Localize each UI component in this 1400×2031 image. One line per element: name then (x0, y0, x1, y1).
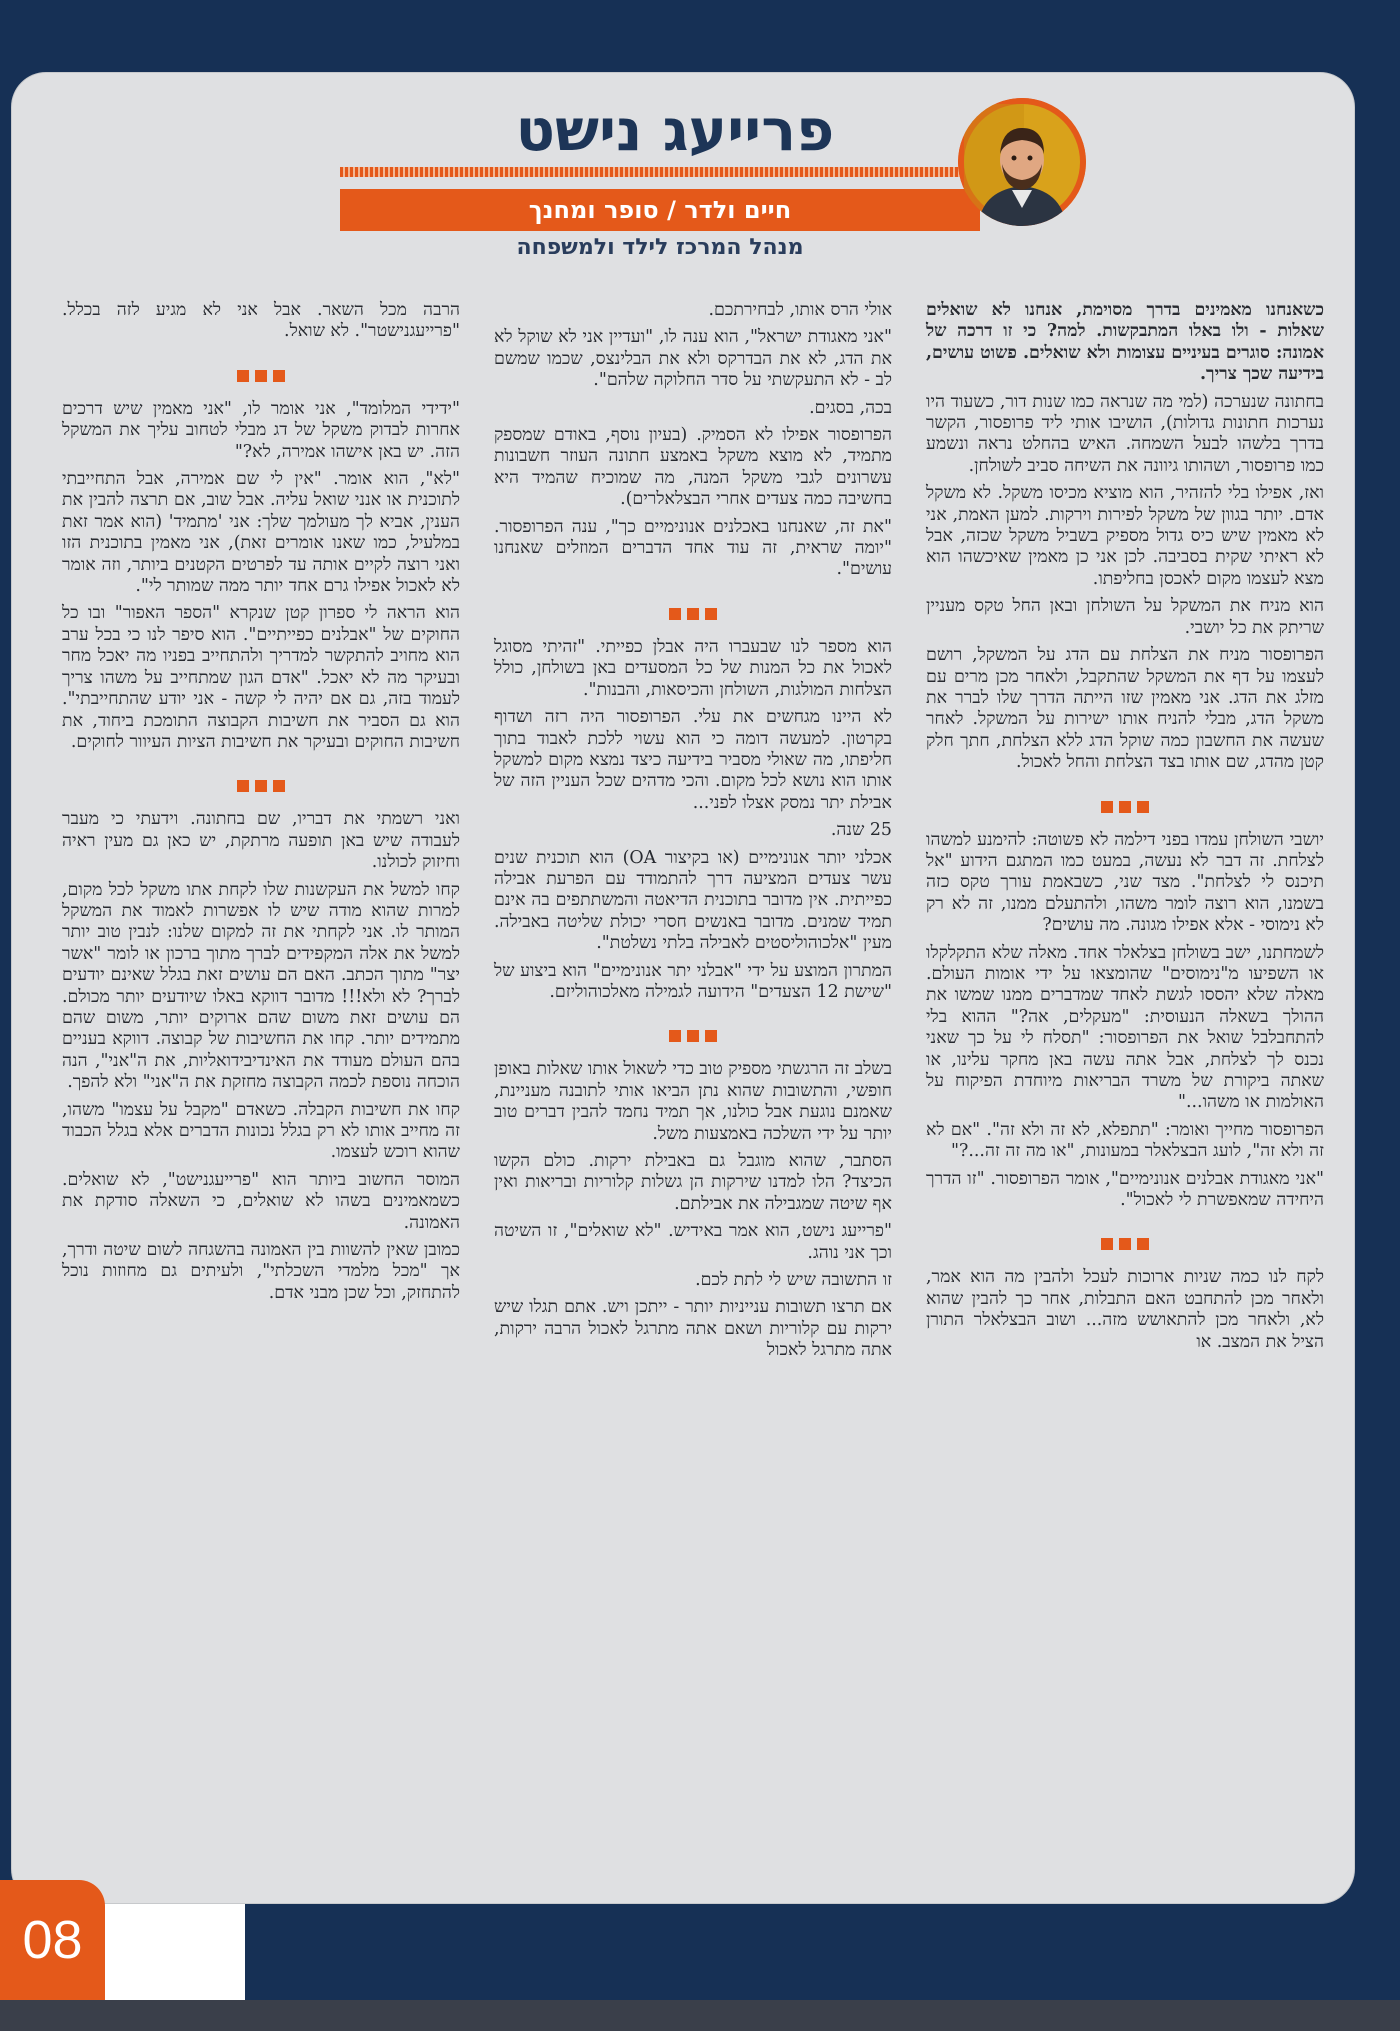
paragraph: הפרופסור אפילו לא הסמיק. (בעיון נוסף, באודם שמספק מתמיד, לא מוצא משקל באמצע חתונה העוזר חשבונות עשרונים לגבי משקל המנה, מה שמוכיח שהמיד היא בחשיבה כמה צעדים אחרי הבצלאלרים). (494, 425, 892, 510)
paragraph: הרבה מכל השאר. אבל אני לא מגיע לזה בכלל. "פרייעגנישטר". לא שואל. (62, 300, 460, 342)
section-separator (494, 1027, 892, 1041)
paragraph: לשמחתנו, ישב בשולחן בצלאלר אחד. מאלה שלא התקלקלו או השפיעו מ"נימוסים" שהומצאו על ידי אומות העולם. מאלה שלא יהססו לגשת לאחד שמדברים ממנו שמשו את ההולך בשאלה הנעוסית: "מעקלים, אה?" ההוא בלי להתחבלבל שואל את הפרופסור: "תסלח לי על כך שאני נכנס לך לצלחת, אבל אתה עשה באן מחקר עלינו, או שאתה ביקורת של משרד הבריאות מיוחדת הפיקוח על האולמות או משהו..." (926, 942, 1324, 1113)
page-number: 08 (0, 1880, 105, 2000)
paragraph: הפרופסור מניח את הצלחת עם הדג על המשקל, רושם לעצמו על דף את המשקל שהתקבל, ולאחר מכן מרים עם מזלג את הדג. אני מאמין שזו הייתה הדרך שלו לברר את משקל הדג, מבלי להניח אותו ישירות על המשקל. לאחר שעשה את החשבון כמה שוקל הדג ללא הצלחת, חתך חלק קטן מהדג, שם אותו בצד הצלחת והחל לאכול. (926, 645, 1324, 773)
column-3 (62, 300, 460, 1310)
paragraph: כמובן שאין להשוות בין האמונה בהשגחה לשום שיטה ודרך, אך "מכל מלמדי השכלתי", ולעיתים גם מחוזות נוכל להתחזק, וכל שכן מבני אדם. (62, 1240, 460, 1303)
separator-square-icon (705, 1030, 717, 1042)
paragraph: הוא הראה לי ספרון קטן שנקרא "הספר האפור" ובו כל החוקים של "אבלנים כפייתיים". הוא סיפר לנו כי בכל ערב הוא מחויב להתקשר למדריך ולהתחייב בפניו מה יאכל מחר ובעיקר מה לא יאכל. "אדם הגון שמתחייב על משהו צריך לעמוד בזה, גם אם יהיה לי קשה - אני יודע שהתחייבתי". הוא גם הסביר את חשיבות הקבוצה התומכת ביחוד, את חשיבות החוקים ובעיקר את חשיבות הציות העיוור לחוקים. (62, 603, 460, 752)
separator-square-icon (669, 608, 681, 620)
separator-square-icon (237, 780, 249, 792)
paragraph: קחו את חשיבות הקבלה. כשאדם "מקבל על עצמו" משהו, זה מחייב אותו לא רק בגלל נכונות הדברים אלא בגלל הכבוד שהוא רוכש לעצמו. (62, 1099, 460, 1163)
paragraph: קחו למשל את העקשנות שלו לקחת אתו משקל לכל מקום, למרות שהוא מודה שיש לו אפשרות לאמוד את המשקל המותר לו. אני לקחתי את זה למקום שלנו: לנבין טוב יותר למשל את אלה המקפידים לברך מתוך ברכון או לומר "אשר יצר" מתוך הכתב. האם הם עושים זאת בגלל שאינם יודעים לברך? לא ולא!!! מדובר דווקא באלו שיודעים יותר מכולם. הם עושים זאת משום שהם ארוקים יותר, משום שהם מתמידים יותר. קחו את החשיבות של קבוצה. דווקא בעניים בהם העולם מעודד את האינדיבידואליות, את ה"אני", הנה הוכחה נוספת לכמה הקבוצה מחזקת את ה"אני" ולא להפך. (62, 879, 460, 1093)
section-separator (62, 777, 460, 791)
lead-paragraph: כשאנחנו מאמינים בדרך מסוימת, אנחנו לא שואלים שאלות - ולו באלו המתבקשות. למה? כי זו דרכה של אמונה: סוגרים בעיניים עצומות ולא שואלים. פשוט עושים, בידיעה שכך צריך. (926, 300, 1324, 385)
paragraph: לקח לנו כמה שניות ארוכות לעכל ולהבין מה הוא אמר, ולאחר מכן להתחבט האם התבלות, אחר כך להבין שהוא לא, ולאחר מכן להתאושש מזה... ושוב הבצלאלר התורן הציל את המצב. או (926, 1267, 1324, 1352)
paragraph: המתרון המוצע על ידי "אבלני יתר אנונימיים" הוא ביצוע של "שישת 12 הצעדים" הידועה לגמילה מאלכוהוליזם. (494, 960, 892, 1002)
section-separator (926, 1235, 1324, 1249)
paragraph: הסתבר, שהוא מוגבל גם באבילת ירקות. כולם הקשו הכיצד? הלו למדנו שירקות הן גשלות קלוריות ובריאות ואין אף שיטה שמגבילה את אבילתם. (494, 1151, 892, 1214)
paragraph: "לא", הוא אומר. "אין לי שם אמירה, אבל התחייבתי לתוכנית או אנני שואל עליה. אבל שוב, אם תרצה להבין את הענין, אביא לך מעולמך שלך: אני 'מתמיד' (הוא אמר זאת במלעיל, כמו שאנו אומרים זאת), אני מאמין בתוכנית הזו ואני רוצה לקיים אותה עד לפרטים הקטנים ביותר, וזה אומר לא לאכול אפילו גרם אחד יותר ממה שמותר לי". (62, 469, 460, 597)
bottom-frame (0, 2000, 1400, 2031)
paragraph: יושבי השולחן עמדו בפני דילמה לא פשוטה: להימנע למשהו לצלחת. זה דבר לא נעשה, במעט כמו המתגם הידוע "אל תיכנס לי לצלחת". מצד שני, כשבאמת עורך טקס כזה בשמנו, הוא רוצה לומר משהו, ולהתעלם ממנו, זה לא רק לא נימוסי - אלא אפילו מגונה. מה עושים? (926, 829, 1324, 936)
column-1 (926, 300, 1324, 1359)
author-byline: חיים ולדר / סופר ומחנך (340, 189, 980, 231)
section-separator (494, 605, 892, 619)
author-avatar (958, 98, 1086, 226)
paragraph: "ידידי המלומד", אני אומר לו, "אני מאמין שיש דרכים אחרות לבדוק משקל של דג מבלי לטחוב עליך את המשקל הזה. יש באן אישהו אמירה, לא?" (62, 398, 460, 462)
paragraph: ואז, אפילו בלי להזהיר, הוא מוציא מכיסו משקל. לא משקל אדם. יותר בגוון של משקל לפירות וירקות. למען האמת, אני לא מאמין שיש כיס גדול מספיק בשביל משקל שכזה, אבל לא ראיתי שקית בסביבה. לכן אני כן מאמין שאיכשהו הוא מצא לעצמו מקום לאכסן בחליפתו. (926, 483, 1324, 589)
separator-square-icon (273, 370, 285, 382)
paragraph: אכלני יותר אנונימיים (או בקיצור OA) הוא תוכנית שנים עשר צעדים המציעה דרך להתמודד עם הפרעת אבילה כפייתית. אין מדובר בתוכנית הדיאטה והמשתתפים בה אינם תמיד שמנים. מדובר באנשים חסרי יכולת שליטה באבילה. מעין "אלכוהוליסטים לאבילה בלתי נשלטת". (494, 847, 892, 954)
separator-square-icon (687, 1030, 699, 1042)
title-underline (340, 167, 980, 177)
separator-square-icon (255, 780, 267, 792)
paragraph: "אני מאגודת ישראל", הוא ענה לו, "ועדיין אני לא שוקל לא את הדג, לא את הבדרקס ולא את הבלינצס, שכמו שמשם לב - לא התעקשתי על סדר החלוקה שלהם". (494, 327, 892, 391)
paragraph: ואני רשמתי את דבריו, שם בחתונה. וידעתי כי מעבר לעבודה שיש באן תופעה מרתקת, יש כאן גם מעין ראיה וחיזוק לכולנו. (62, 809, 460, 873)
paragraph: 25 שנה. (830, 820, 892, 841)
column-title: פרייעג נישט (515, 96, 835, 164)
separator-square-icon (1137, 1238, 1149, 1250)
paragraph: אם תרצו תשובות ענייניות יותר - ייתכן ויש. אתם תגלו שיש ירקות עם קלוריות ושאם אתה מתרגל לאכול הרבה ירקות, אתה מתרגל לאכול (494, 1297, 892, 1361)
paragraph: הוא מניח את המשקל על השולחן ובאן החל טקס מעניין שריתק את כל יושבי. (926, 596, 1324, 638)
separator-square-icon (669, 1030, 681, 1042)
separator-square-icon (273, 780, 285, 792)
paragraph: בשלב זה הרגשתי מספיק טוב כדי לשאול אותו שאלות באופן חופשי, והתשובות שהוא נתן הביאו אותי לתובנה מעניינת, שאמנם נוגעת אבל כולנו, אך תמיד נחמד להבין דברים טוב יותר על ידי השלכה באמצעות משל. (494, 1059, 892, 1144)
paragraph: בכה, בסגים. (809, 397, 892, 418)
separator-square-icon (237, 370, 249, 382)
top-frame (0, 0, 1400, 70)
section-separator (62, 367, 460, 381)
separator-square-icon (687, 608, 699, 620)
separator-square-icon (1119, 1238, 1131, 1250)
author-role: מנהל המרכז לילד ולמשפחה (516, 235, 804, 260)
paragraph: "את זה, שאנחנו באכלנים אנונימיים כך", ענה הפרופסור. "יומה שראית, זה עוד אחד הדברים המוזלים שאנחנו עושים". (494, 516, 892, 580)
paragraph: "אני מאגודת אבלנים אנונימיים", אומר הפרופסור. "זו הדרך היחידה שמאפשרת לי לאכול". (926, 1168, 1324, 1211)
separator-square-icon (1137, 801, 1149, 813)
paragraph: בחתונה שנערכה (למי מה שנראה כמו שנות דור, כשעוד היו נערכות חתונות גדולות), הושיבו אותי ליד פרופסור, הקשר בדרך בלשהו לבעל השמחה. האיש בהחלט נראה ונשמע כמו פרופסור, ושהותו גיוונה את השיחה סביב לשולחן. (926, 391, 1324, 476)
paragraph: "פרייעג נישט, הוא אמר באידיש. "לא שואלים", זו השיטה וכך אני נוהג. (494, 1221, 892, 1263)
paragraph: זו התשובה שיש לי לתת לכם. (695, 1270, 892, 1291)
paragraph: המוסר החשוב ביותר הוא "פרייעגנישט", לא שואלים. כשמאמינים בשהו לא שואלים, כי השאלה סודקת את האמונה. (62, 1169, 460, 1233)
separator-square-icon (1101, 801, 1113, 813)
paragraph: הפרופסור מחייך ואומר: "תתפלא, לא זה ולא זה". "אם לא זה ולא זה", לועג הבצלאלר במעונות, "או מה זה זה...?" (926, 1119, 1324, 1162)
separator-square-icon (1119, 801, 1131, 813)
paragraph: הוא מספר לנו שבעברו היה אבלן כפייתי. "זהיתי מסוגל לאכול את כל המנות של כל המסעדים באן בשולחן, כולל הצלחות המולגות, השולחן והכיסאות, והבנות". (494, 636, 892, 700)
paragraph: אולי הרס אותו, לבחירתכם. (708, 300, 892, 320)
section-separator (926, 798, 1324, 812)
separator-square-icon (1101, 1238, 1113, 1250)
paragraph: לא היינו מגחשים את עלי. הפרופסור היה רזה ושדוף בקרטון. למעשה דומה כי הוא עשוי ללכת לאבוד בתוך חליפתו, מה שאולי מסביר בידיעה כיצד נמצא מקום למשקל אותו הוא נושא לכל מקום. והכי מדהים שכל העניין הזה של אבילת יתר נמסק אצלו לפני... (494, 707, 892, 813)
column-2 (494, 300, 892, 1368)
author-portrait-icon (958, 98, 1086, 226)
separator-square-icon (705, 608, 717, 620)
separator-square-icon (255, 370, 267, 382)
right-frame (1362, 0, 1400, 2031)
